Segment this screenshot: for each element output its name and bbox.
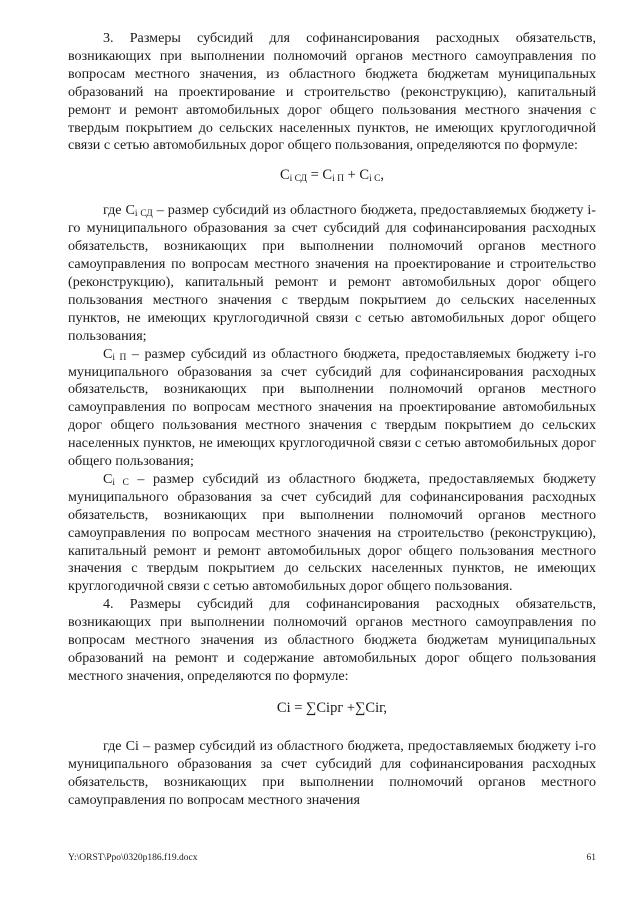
definition-prefix: где [103,202,126,219]
definition-symbol: C [103,470,113,487]
page-footer [68,852,596,864]
paragraph-3: 3. Размеры субсидий для софинансирования расходных обязательств, возникающих при выполнении полномочий органов местного самоуправления по вопросам местного значения, из областного бюджета бюджетам муниципальных образований на проектирование и строительство (реконструкцию), капитальный ремонт и ремонт автомобильных дорог общего пользования местного значения с твердым покрытием до сельских населенных пунктов, не имеющих круглогодичной связи с сетью автомобильных дорог общего пользования, определяются по формуле: [68,30,596,154]
document-page [68,30,596,809]
formula-term: C [359,167,370,184]
definition-text: – размер субсидий из областного бюджета, предоставляемых бюджету i-го муниципального образования за счет субсидий для софинансирования расходных обязательств, возникающих при выполнении полномочий органов местного самоуправления по вопросам местного значения на проектирование и строительство (реконструкцию), капитальный ремонт и ремонт автомобильных дорог общего пользования местного значения с твердым покрытием до сельских населенных пунктов, не имеющих круглогодичной связи с сетью автомобильных дорог общего пользования; [68,202,597,344]
definition-ci: где Ci – размер субсидий из областного бюджета, предоставляемых бюджету i-го муниципального образования за счет субсидий для софинансирования расходных обязательств, возникающих при выполнении полномочий органов местного самоуправления по вопросам местного значения [68,737,596,808]
formula-term: C [279,167,290,184]
definition-c-i-p [68,346,596,471]
definition-symbol: C [103,345,113,362]
formula-subscript: i П [332,174,344,185]
file-path: Y:\ORST\Ppo\0320p186.f19.docx [68,853,198,863]
definition-subscript: i П [112,352,127,363]
definition-subscript: i С [112,477,129,488]
page-number: 61 [586,853,596,863]
definition-symbol: C [125,202,135,219]
definition-c-i-sd [68,202,596,345]
definition-text: – размер субсидий из областного бюджета, предоставляемых бюджету i-го муниципального образования за счет субсидий для софинансирования расходных обязательств, возникающих при выполнении полномочий органов местного самоуправления по вопросам местного значения на проектирование автомобильных дорог общего пользования местного значения с твердым покрытием до сельских населенных пунктов, не имеющих круглогодичной связи с сетью автомобильных дорог общего пользования; [68,345,596,470]
formula-subsidy-total [68,165,596,185]
formula-operator: = [306,167,323,184]
formula-subscript: i СД [289,174,307,185]
definition-c-i-s [68,471,596,596]
formula-operator: + [343,167,360,184]
formula-term: C [322,167,333,184]
formula-punctuation: , [380,167,385,184]
paragraph-4: 4. Размеры субсидий для софинансирования расходных обязательств, возникающих при выполнении полномочий органов местного самоуправления по вопросам местного значения из областного бюджета бюджетам муниципальных образований на ремонт и содержание автомобильных дорог общего пользования местного значения, определяются по формуле: [68,596,596,684]
formula-repair-maintenance: Ci = ∑Ciрг +∑Ciг, [276,699,388,716]
definition-subscript: i СД [134,209,153,220]
definition-text: – размер субсидий из областного бюджета, предоставляемых бюджету муниципального образования за счет субсидий для софинансирования расходных обязательств, возникающих при выполнении полномочий органов местного самоуправления по вопросам местного значения на строительство (реконструкцию), капитальный ремонт и ремонт автомобильных дорог общего пользования местного значения с твердым покрытием до сельских населенных пунктов, не имеющих круглогодичной связи с сетью автомобильных дорог общего пользования. [68,470,596,595]
formula-subscript: i С [369,174,381,185]
